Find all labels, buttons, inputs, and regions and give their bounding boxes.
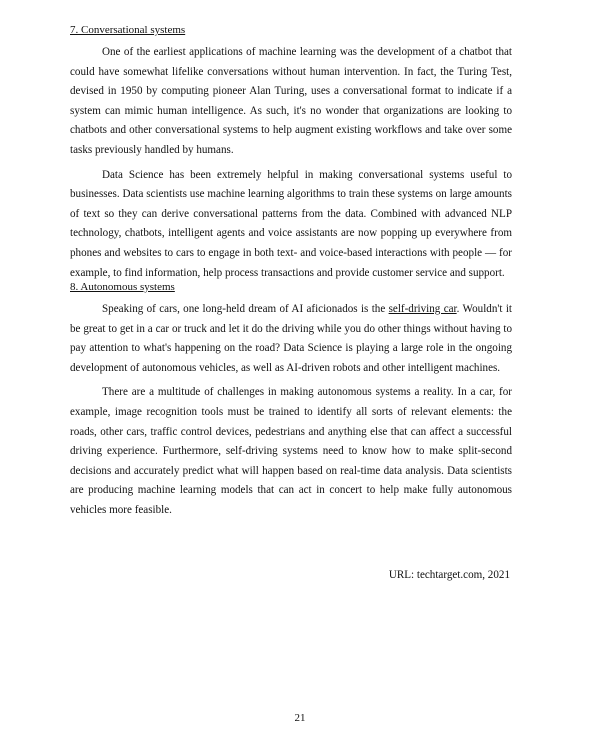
paragraph-text: . Wouldn't it be great to get in a car or truck and let it do the driving while you do other things without having to pay attention to what's happening on the road? Data Science is playing a large role in the ongoing development of autonomous vehicles, as well as AI-driven robots and other intelligent machines. [70, 303, 512, 374]
section-autonomous-systems [70, 281, 512, 521]
paragraph: Data Science has been extremely helpful in making conversational systems useful to businesses. Data scientists use machine learning algorithms to train these systems on large amounts of text so they can derive conversational patterns from the data. Combined with advanced NLP technology, chatbots, intelligent agents and voice assistants are now popping up everywhere from phones and websites to cars to engage in both text- and voice-based interactions with people — for example, to find information, help process transactions and provide customer service and support. [70, 168, 512, 279]
paragraph: One of the earliest applications of machine learning was the development of a chatbot that could have somewhat lifelike conversations without human intervention. In fact, the Turing Test, devised in 1950 by computing pioneer Alan Turing, uses a conversational format to indicate if a system can mimic human intelligence. As such, it's no wonder that organizations are looking to chatbots and other conversational systems to help augment existing workflows and take over some tasks previously handled by humans. [70, 46, 512, 156]
paragraph-text: Speaking of cars, one long-held dream of AI aficionados is the [102, 303, 389, 315]
source-citation: URL: techtarget.com, 2021 [388, 569, 510, 581]
section-conversational-systems [70, 24, 512, 283]
section-heading: 8. Autonomous systems [70, 281, 175, 293]
section-heading: 7. Conversational systems [70, 24, 186, 36]
paragraph: There are a multitude of challenges in making autonomous systems a reality. In a car, for example, image recognition tools must be trained to identify all sorts of relevant elements: the roads, other cars, traffic control devices, pedestrians and anything else that can affect a successful driving experience. Furthermore, self-driving systems need to know how to make split-second decisions and accurately predict what will happen based on real-time data analysis. Data scientists are producing machine learning models that can act in concert to help make fully autonomous vehicles more feasible. [70, 386, 512, 516]
self-driving-car-link[interactable]: self-driving car [388, 303, 457, 315]
paragraph [70, 300, 512, 378]
page-number: 21 [294, 712, 306, 724]
